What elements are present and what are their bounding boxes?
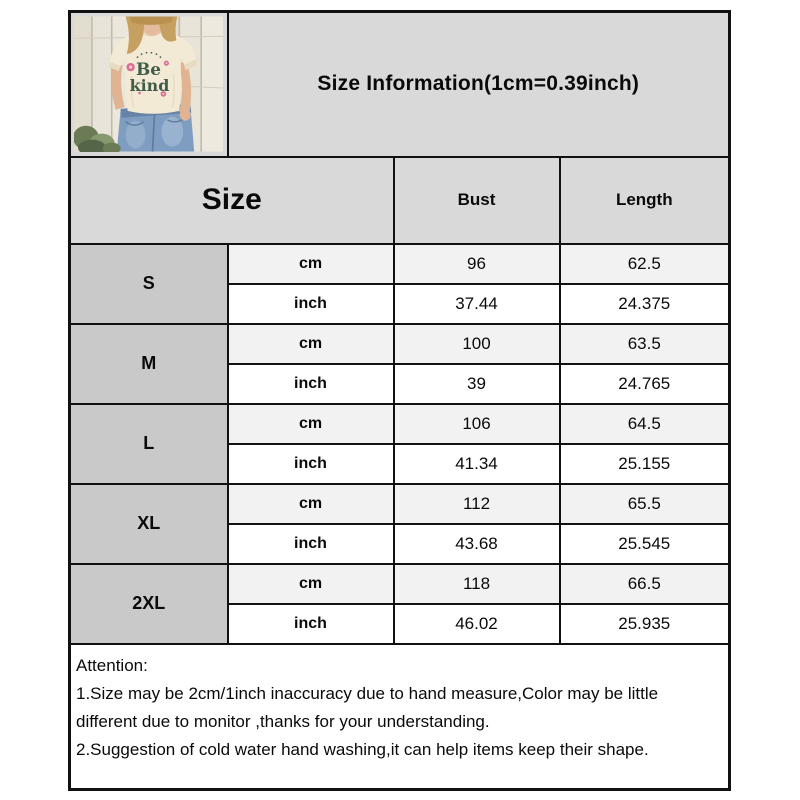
l-length-inch: 25.155 (560, 444, 730, 484)
s-length-cm: 62.5 (560, 244, 730, 284)
size-label-xl: XL (70, 484, 228, 564)
shirt-text-be: Be (136, 59, 162, 80)
title-row (70, 12, 730, 157)
s-length-inch: 24.375 (560, 284, 730, 324)
table-row-s-cm (70, 244, 730, 284)
l-bust-cm: 106 (394, 404, 560, 444)
size-information-table (68, 10, 731, 791)
page-title: Size Information(1cm=0.39inch) (228, 12, 730, 157)
m-bust-cm: 100 (394, 324, 560, 364)
attention-note-1-cont: different due to monitor ,thanks for your understanding. (76, 711, 490, 731)
unit-label-inch: inch (228, 604, 394, 644)
unit-label-inch: inch (228, 284, 394, 324)
unit-label-cm: cm (228, 324, 394, 364)
unit-label-cm: cm (228, 564, 394, 604)
m-bust-inch: 39 (394, 364, 560, 404)
l-bust-inch: 41.34 (394, 444, 560, 484)
attention-note-2: 2.Suggestion of cold water hand washing,it can help items keep their shape. (76, 739, 649, 759)
column-header-length: Length (560, 157, 730, 244)
column-header-size: Size (70, 157, 394, 244)
2xl-bust-cm: 118 (394, 564, 560, 604)
attention-note-1: 1.Size may be 2cm/1inch inaccuracy due to hand measure,Color may be little (76, 683, 659, 703)
product-photo-cell (70, 12, 228, 157)
shirt-text-kind: kind (129, 76, 170, 96)
size-label-2xl: 2XL (70, 564, 228, 644)
s-bust-inch: 37.44 (394, 284, 560, 324)
product-photo (74, 16, 223, 152)
l-length-cm: 64.5 (560, 404, 730, 444)
attention-row (70, 644, 730, 790)
table-row-m-cm (70, 324, 730, 364)
2xl-bust-inch: 46.02 (394, 604, 560, 644)
attention-heading: Attention: (76, 655, 148, 675)
size-label-s: S (70, 244, 228, 324)
size-label-m: M (70, 324, 228, 404)
unit-label-cm: cm (228, 404, 394, 444)
2xl-length-inch: 25.935 (560, 604, 730, 644)
2xl-length-cm: 66.5 (560, 564, 730, 604)
table-row-xl-cm (70, 484, 730, 524)
table-row-l-cm (70, 404, 730, 444)
unit-label-cm: cm (228, 244, 394, 284)
unit-label-cm: cm (228, 484, 394, 524)
table-row-2xl-cm (70, 564, 730, 604)
xl-length-cm: 65.5 (560, 484, 730, 524)
unit-label-inch: inch (228, 524, 394, 564)
size-label-l: L (70, 404, 228, 484)
xl-bust-inch: 43.68 (394, 524, 560, 564)
m-length-inch: 24.765 (560, 364, 730, 404)
xl-length-inch: 25.545 (560, 524, 730, 564)
m-length-cm: 63.5 (560, 324, 730, 364)
column-header-row (70, 157, 730, 244)
unit-label-inch: inch (228, 444, 394, 484)
s-bust-cm: 96 (394, 244, 560, 284)
xl-bust-cm: 112 (394, 484, 560, 524)
attention-notes (70, 644, 730, 790)
unit-label-inch: inch (228, 364, 394, 404)
column-header-bust: Bust (394, 157, 560, 244)
